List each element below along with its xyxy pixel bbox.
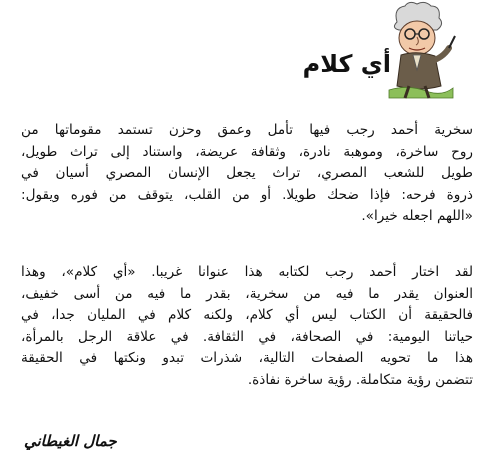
paragraph-1-line: طويل للشعب المصري، تراث يجعل الإنسان المصري أسيان في: [21, 165, 473, 182]
paragraph-1: [21, 120, 473, 228]
paragraph-1-line: سخرية أحمد رجب فيها تأمل وعمق وحزن تستمد مقوماتها من: [21, 122, 473, 138]
header: [0, 0, 501, 100]
paragraph-1-line: روح ساخرة، وموهبة نادرة، وثقافة عريضة، واستناد إلى تراث طويل،: [21, 143, 473, 160]
article-title: أي كلام: [302, 50, 391, 78]
paragraph-2-line: لقد اختار أحمد رجب لكتابه هذا عنوانا غريبا. «أي كلام»، وهذا: [21, 264, 473, 280]
paragraph-2-line: حياتنا اليومية: في الصحافة، في الثقافة. في علاقة الرجل بالمرأة،: [21, 328, 473, 345]
author-signature: جمال الغيطاني: [24, 432, 117, 450]
paragraph-2-line: هذا ما تحويه الصفحات التالية، شذرات تبدو ونكتها في الحقيقة: [21, 350, 473, 367]
paragraph-1-line: «اللهم اجعله خيرا».: [361, 208, 473, 225]
paragraph-2-line: تتضمن رؤية متكاملة. رؤية ساخرة نفاذة.: [247, 371, 473, 388]
paragraph-2-line: العنوان يقدر ما فيه من سخرية، بقدر ما فيه من أسى خفيف،: [21, 285, 473, 302]
paragraph-1-line: ذروة فرحه: فإذا ضحك طويلا. أو من القلب، يتوقف من فوره ويقول:: [21, 186, 473, 203]
author-caricature-illustration: [379, 0, 459, 100]
paragraph-2-line: فالحقيقة أن الكتاب ليس أي كلام، ولكنه كلام في المليان جدا، في: [21, 307, 473, 324]
paragraph-2: [21, 262, 473, 392]
